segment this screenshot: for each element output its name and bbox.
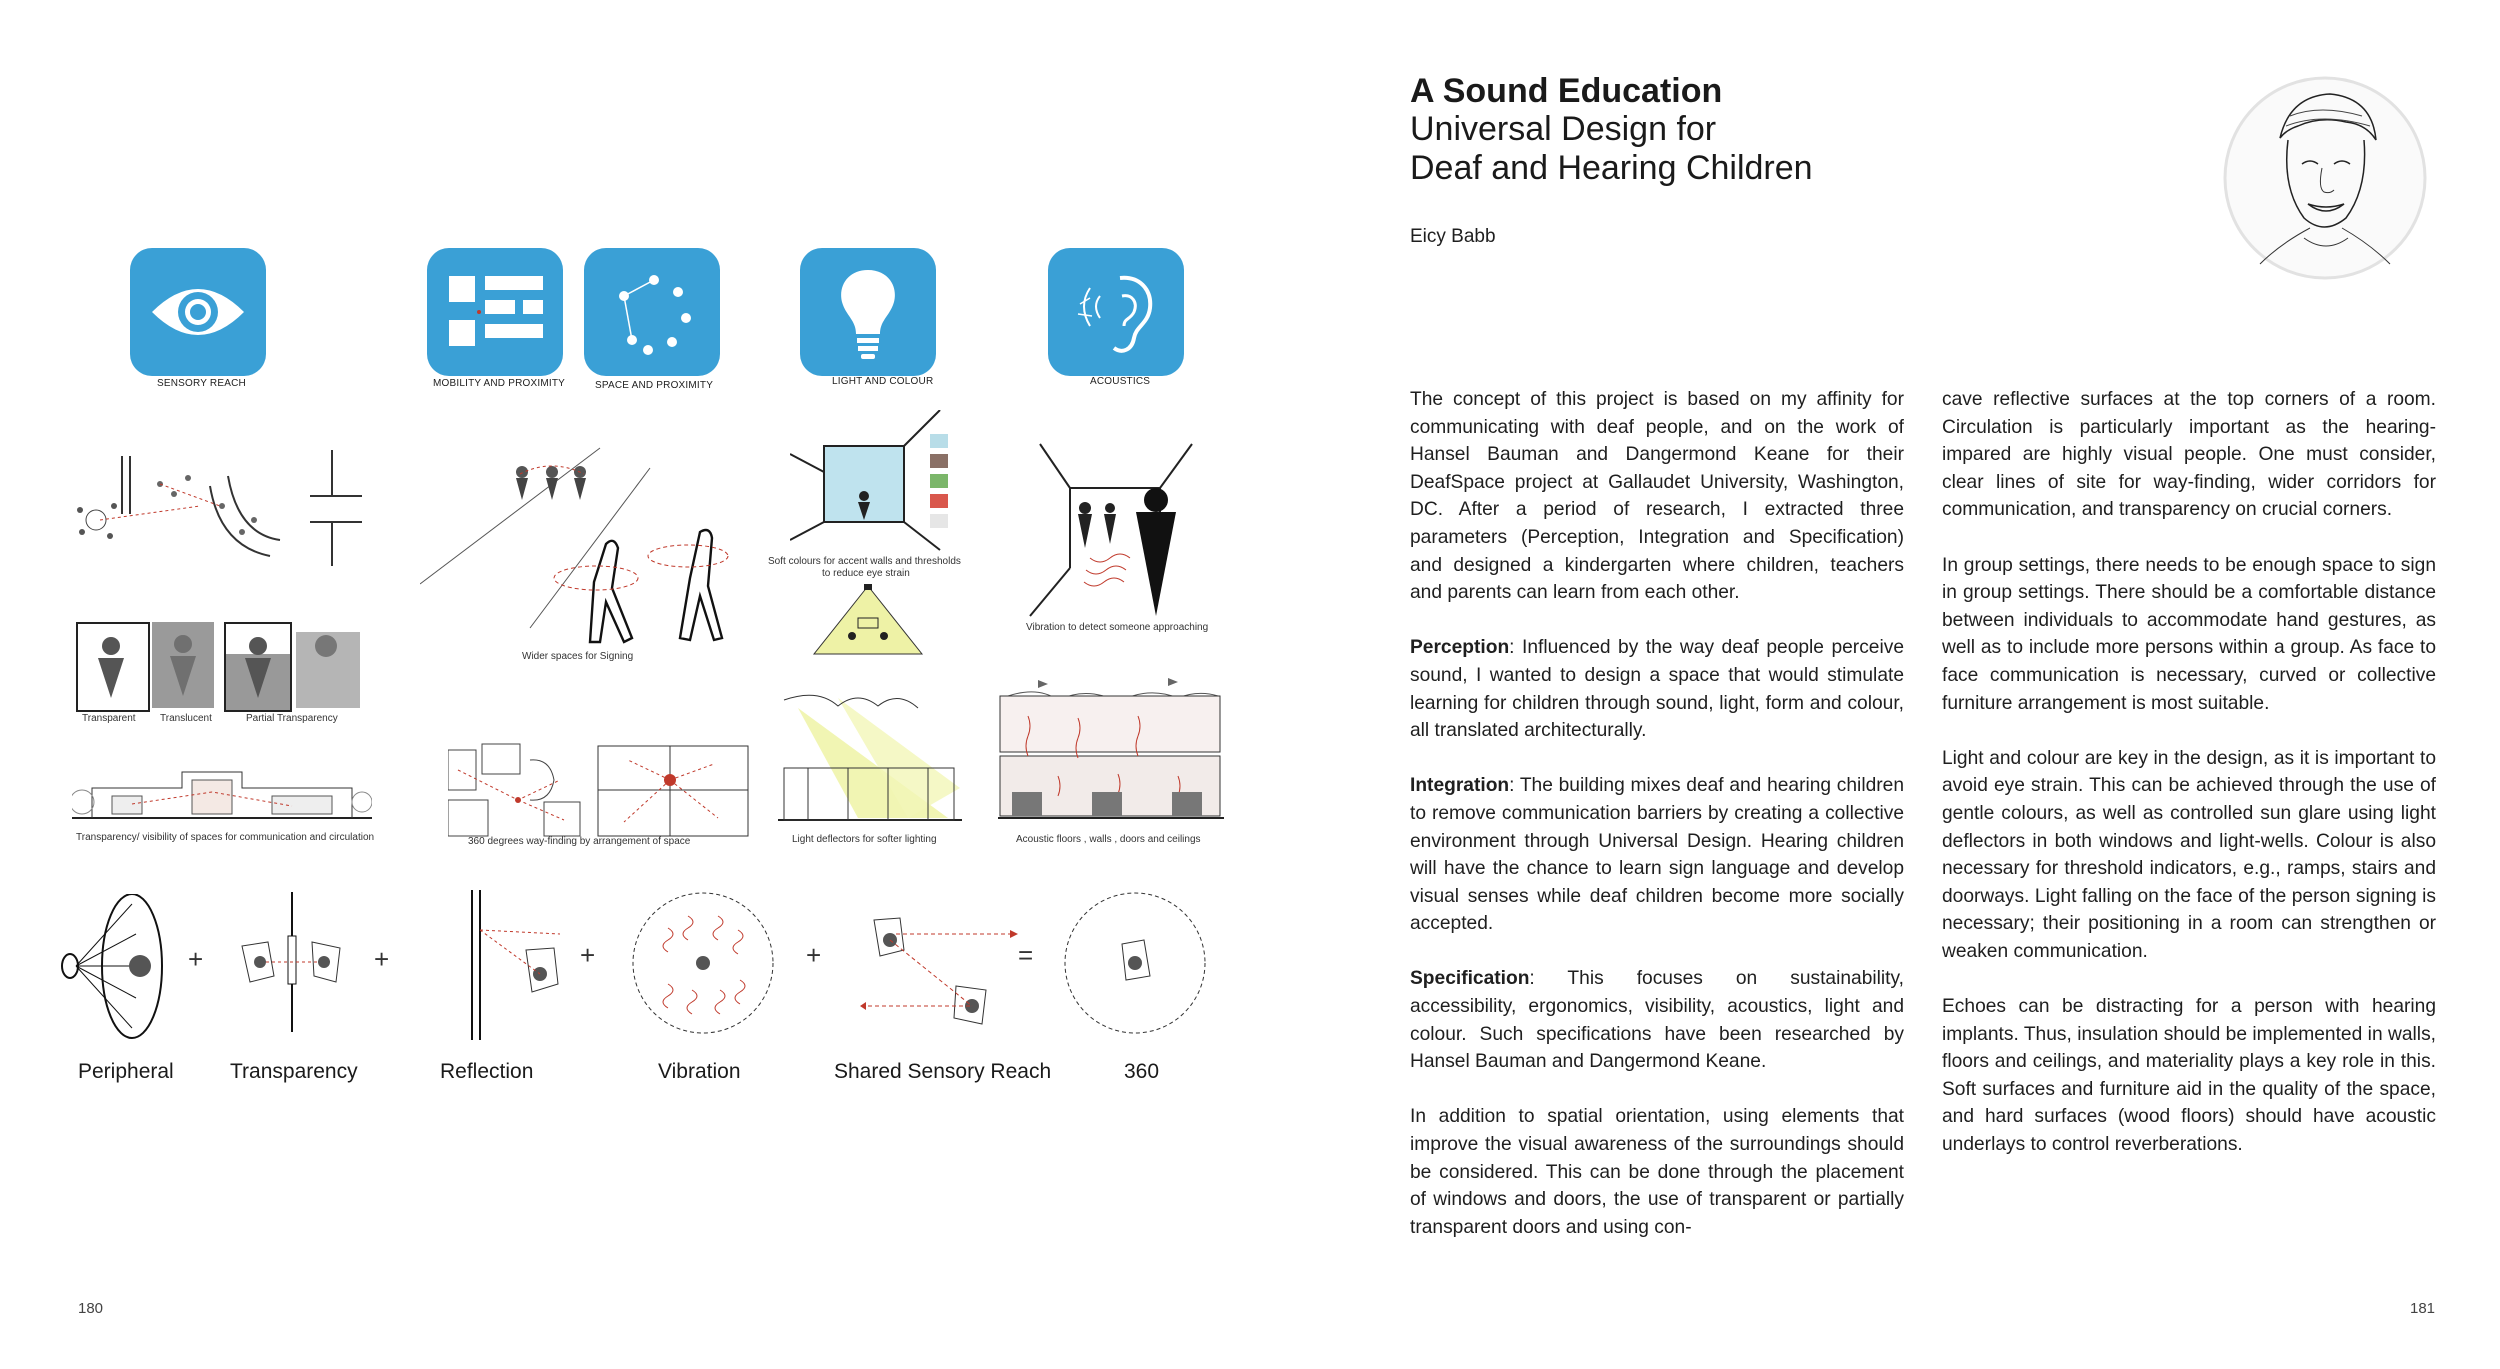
- figure-caption: Wider spaces for Signing: [522, 651, 634, 662]
- paragraph: Perception: Influenced by the way deaf people perceive sound, I wanted to design a space that would stimulate learning for children through sound, light, form and colour, all translated architecturally.: [1410, 637, 1904, 742]
- figure-caption: Light deflectors for softer lighting: [792, 834, 937, 845]
- acoustic-section: [998, 656, 1224, 834]
- text-column-2: [1942, 386, 2436, 1186]
- peripheral-diagram: [52, 894, 172, 1044]
- figure-caption: to reduce eye strain: [822, 568, 910, 579]
- vibration-corridor: [1000, 440, 1232, 620]
- icon-caption: MOBILITY AND PROXIMITY: [433, 378, 566, 389]
- sensory-reach-tile: [130, 248, 266, 376]
- right-page: [1250, 0, 2500, 1369]
- paragraph: The concept of this project is based on my affinity for communicating with deaf people, and on the work of Hansel Bauman and Dangermond Keane for their DeafSpace project at Gallaudet University, Washington, DC. After a period of research, I extracted three parameters (Perception, Integration and Specification) and designed a kindergarten where children, teachers and parents can learn from each other.: [1410, 389, 1904, 604]
- figure-caption: Transparent: [82, 713, 136, 724]
- acoustics-tile: [1048, 248, 1184, 376]
- paragraph: Integration: The building mixes deaf and hearing children to remove communication barriers by creating a collective environment through Universal Design. Hearing children will have the chance to learn sign language and develop visual senses while deaf children become more socially accepted.: [1410, 775, 1904, 935]
- transparency-diagram: [232, 892, 352, 1032]
- paragraph: Light and colour are key in the design, as it is important to avoid eye strain. This can be achieved through the use of gentle colours, as well as controlled sun glare using light deflectors in both windows and light-wells. Colour is also necessary for threshold indicators, e.g., ramps, stairs and doorways. Light falling on the face of the person signing is necessary; their positioning in a room can strengthen or weaken communication.: [1942, 747, 2436, 962]
- plus-operator: +: [188, 944, 204, 974]
- term: Perception: [1410, 637, 1510, 659]
- diagram-label: Transparency: [230, 1060, 358, 1083]
- diagram-label: 360: [1124, 1060, 1160, 1083]
- article-subtitle: [1410, 110, 1813, 188]
- subtitle-line: Universal Design for: [1410, 110, 1717, 148]
- circulation-diagram: [70, 436, 370, 586]
- paragraph: Specification: This focuses on sustainability, accessibility, ergonomics, visibility, acoustics, light and colour. Such specifications have been researched by Hansel Bauman and Dangermond Keane.: [1410, 968, 1904, 1073]
- equals-operator: =: [1018, 940, 1034, 970]
- diagram-label: Shared Sensory Reach: [834, 1060, 1052, 1083]
- reflection-diagram: [460, 890, 580, 1040]
- ear-icon: [1048, 248, 1184, 376]
- light-tile: [800, 248, 936, 376]
- diagram-label: Vibration: [658, 1060, 741, 1083]
- figure-caption: Soft colours for accent walls and thresholds: [768, 556, 961, 567]
- signing-diagram: [420, 428, 760, 658]
- subtitle-line: Deaf and Hearing Children: [1410, 149, 1813, 187]
- soft-colour-room: [790, 410, 1000, 560]
- way-finding-plans: [448, 740, 758, 844]
- figure-caption: Vibration to detect someone approaching: [1026, 622, 1209, 633]
- figure-caption: Acoustic floors , walls , doors and ceilings: [1016, 834, 1201, 845]
- term: Integration: [1410, 775, 1510, 797]
- lamp-triangle-diagram: [808, 582, 928, 658]
- paragraph: In group settings, there needs to be enough space to sign in group settings. There should be a comfortable distance between individuals to accommodate hand gestures, as well as to include more persons within a group. As face to face communication is necessary, curved or collective furniture arrangement is most suitable.: [1942, 554, 2436, 714]
- page-number-left: 180: [78, 1300, 104, 1317]
- three-sixty-diagram: [1060, 888, 1210, 1038]
- plus-operator: +: [374, 944, 390, 974]
- plus-operator: +: [806, 940, 822, 970]
- partial-transparency-box: [224, 622, 292, 712]
- page-number-right: 181: [2410, 1300, 2436, 1317]
- paragraph: In addition to spatial orientation, using elements that improve the visual awareness of the surroundings should be considered. This can be done through the placement of windows and doors, the use of transparent or partially transparent doors and using con-: [1410, 1106, 1904, 1238]
- opaque-box: [296, 632, 360, 708]
- mobility-icon: [427, 248, 563, 376]
- author-name: Eicy Babb: [1410, 226, 1496, 247]
- figure-caption: 360 degrees way-finding by arrangement of space: [468, 836, 691, 847]
- plus-operator: +: [580, 940, 596, 970]
- text-column-1: [1410, 386, 1904, 1269]
- building-section: [72, 752, 372, 824]
- article-title: A Sound Education: [1410, 72, 1723, 110]
- term: Specification: [1410, 968, 1530, 990]
- icon-caption: ACOUSTICS: [1090, 376, 1151, 387]
- light-deflectors-section: [778, 688, 962, 830]
- figure-caption: Partial Transparency: [246, 713, 338, 724]
- mobility-tile: [427, 248, 563, 376]
- vibration-diagram: [628, 888, 778, 1038]
- diagram-label: Peripheral: [78, 1060, 174, 1083]
- figure-caption: Transparency/ visibility of spaces for communication and circulation: [76, 832, 375, 843]
- figure-caption: Translucent: [160, 713, 212, 724]
- transparent-box: [76, 622, 150, 712]
- translucent-box: [152, 622, 214, 708]
- shared-sensory-diagram: [860, 890, 1040, 1040]
- icon-caption: LIGHT AND COLOUR: [832, 376, 934, 387]
- paragraph: Echoes can be distracting for a person with hearing implants. Thus, insulation should be implemented in walls, floors and ceilings, and materiality plays a key role in this. Soft surfaces and furniture aid in the quality of the space, and hard surfaces (wood floors) should have acoustic underlays to control reverberations.: [1942, 996, 2436, 1156]
- space-icon: [584, 248, 720, 376]
- space-tile: [584, 248, 720, 376]
- lightbulb-icon: [800, 248, 936, 376]
- icon-caption: SPACE AND PROXIMITY: [595, 380, 714, 391]
- author-portrait: [2220, 68, 2430, 296]
- diagram-label: Reflection: [440, 1060, 534, 1083]
- eye-icon: [130, 248, 266, 376]
- paragraph: cave reflective surfaces at the top corners of a room. Circulation is particularly important as the hearing-impared are highly visual people. One must consider, clear lines of site for way-finding, wider corridors for communication, and transparency on crucial corners.: [1942, 389, 2436, 521]
- icon-caption: SENSORY REACH: [157, 378, 246, 389]
